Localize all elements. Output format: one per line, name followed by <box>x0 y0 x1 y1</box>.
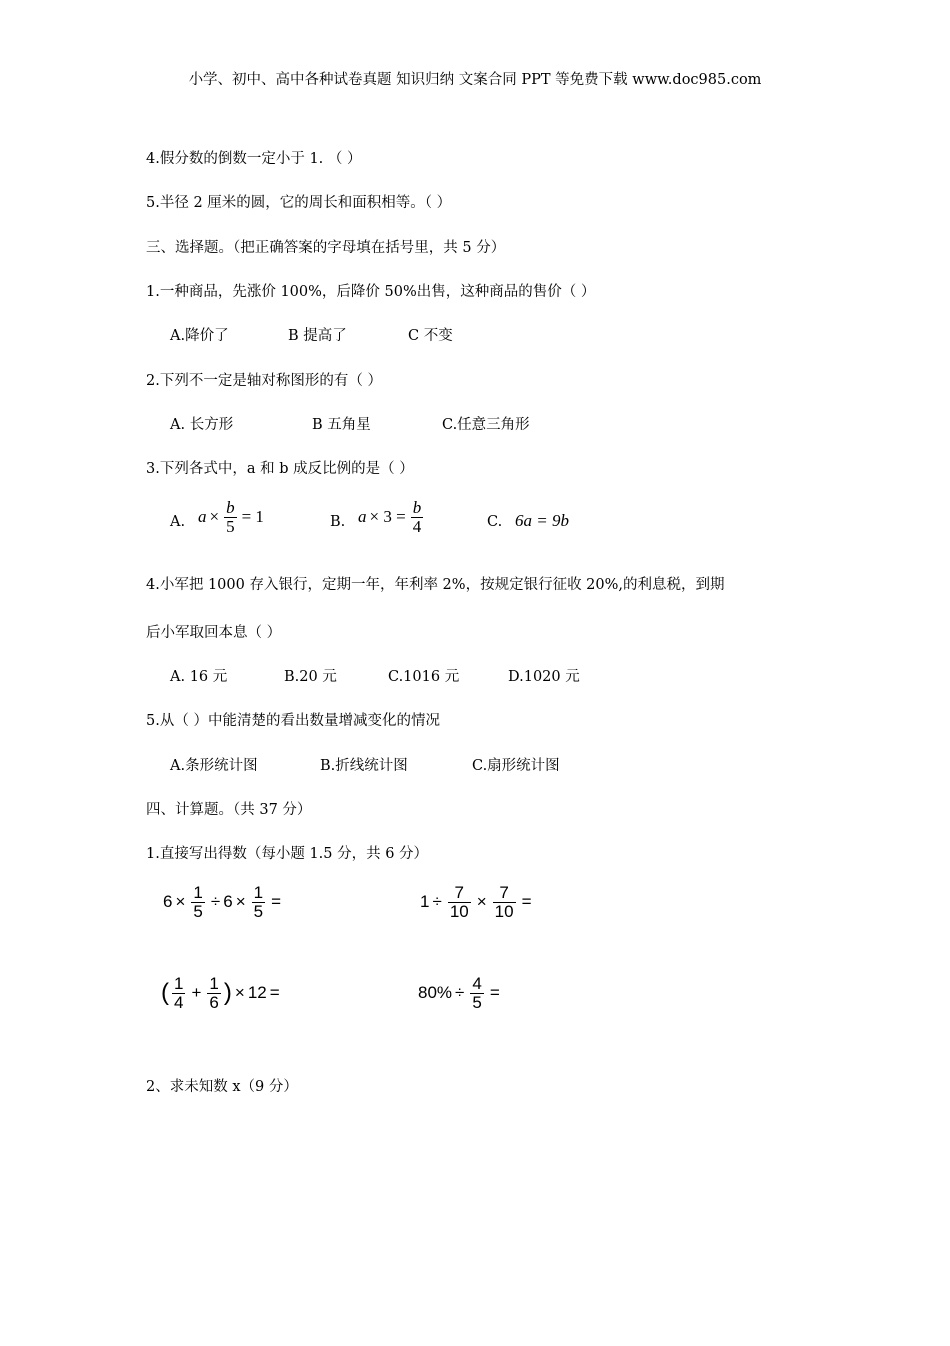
e2-op2: × <box>476 892 487 912</box>
e3-equals: = <box>269 983 280 1003</box>
page-header: 小学、初中、高中各种试卷真题 知识归纳 文案合同 PPT 等免费下载 www.doc985.com <box>188 72 762 88</box>
expr-a-var: a <box>198 507 207 527</box>
choice-q2: 2.下列不一定是轴对称图形的有（ ） <box>146 373 382 389</box>
e1-equals: = <box>271 892 282 912</box>
expr-b-mid: × 3 = <box>369 507 406 527</box>
choice-q2-option-a: A. 长方形 <box>170 417 234 433</box>
choice-q3-expression-b <box>358 499 425 536</box>
e2-f2-denominator: 10 <box>494 901 514 921</box>
section-4-title: 四、计算题。（共 37 分） <box>146 802 312 818</box>
e4-denominator: 5 <box>472 992 482 1012</box>
choice-q2-option-c: C.任意三角形 <box>442 417 530 433</box>
e3-fraction-2 <box>207 975 220 1012</box>
e2-f1-denominator: 10 <box>449 901 469 921</box>
calc-expression-1 <box>163 884 284 921</box>
e1-f2-numerator: 1 <box>253 883 264 902</box>
choice-q4-option-c: C.1016 元 <box>388 669 460 685</box>
e1-fraction-1 <box>191 884 204 921</box>
choice-q5-option-a: A.条形统计图 <box>170 758 258 774</box>
e2-f2-numerator: 7 <box>499 883 509 902</box>
e3-f2-denominator: 6 <box>209 992 219 1012</box>
e3-f1-denominator: 4 <box>174 992 184 1012</box>
section-4-sub-2: 2、求未知数 x（9 分） <box>146 1079 298 1095</box>
choice-q1: 1.一种商品，先涨价 100%，后降价 50%出售，这种商品的售价（ ） <box>146 284 596 300</box>
e1-f1-numerator: 1 <box>193 883 203 902</box>
choice-q3-label-c: C. <box>487 514 503 530</box>
choice-q4-option-d: D.1020 元 <box>508 669 580 685</box>
e1-f2-denominator: 5 <box>253 901 264 921</box>
e3-fraction-1 <box>172 975 185 1012</box>
judge-q5: 5.半径 2 厘米的圆，它的周长和面积相等。（ ） <box>146 195 452 211</box>
choice-q4-line-2: 后小军取回本息（ ） <box>146 625 282 641</box>
choice-q3-expression-c: 6a = 9b <box>515 511 569 530</box>
e2-fraction-2 <box>493 884 516 921</box>
e2-f1-numerator: 7 <box>454 883 464 902</box>
e2-op1: ÷ <box>432 892 442 912</box>
e1-fraction-2 <box>252 884 265 921</box>
e4-a: 80% <box>418 983 453 1003</box>
e2-a: 1 <box>420 892 430 912</box>
calc-expression-3 <box>161 975 283 1012</box>
expr-b-lhs: a <box>358 507 367 527</box>
section-3-title: 三、选择题。（把正确答案的字母填在括号里，共 5 分） <box>146 240 506 256</box>
choice-q5-option-c: C.扇形统计图 <box>472 758 560 774</box>
choice-q3-label-b: B. <box>330 514 346 530</box>
e4-numerator: 4 <box>472 974 482 993</box>
e1-a: 6 <box>163 892 173 912</box>
choice-q3-label-a: A. <box>170 514 186 530</box>
e3-right-paren: ) <box>223 979 232 1007</box>
expr-a-numerator: b <box>226 498 235 517</box>
e3-op1: + <box>191 983 202 1003</box>
e2-equals: = <box>521 892 532 912</box>
expr-b-denominator: 4 <box>412 516 422 536</box>
e1-f1-denominator: 5 <box>193 901 203 921</box>
e3-b: 12 <box>247 983 267 1003</box>
e2-fraction-1 <box>448 884 471 921</box>
e1-op1: × <box>175 892 186 912</box>
e4-equals: = <box>489 983 500 1003</box>
expr-b-fraction <box>411 499 424 536</box>
choice-q5-option-b: B.折线统计图 <box>320 758 408 774</box>
choice-q1-option-b: B 提高了 <box>288 328 347 344</box>
choice-q4-option-b: B.20 元 <box>284 669 337 685</box>
choice-q3: 3.下列各式中，a 和 b 成反比例的是（ ） <box>146 461 414 477</box>
choice-q1-option-c: C 不变 <box>408 328 453 344</box>
e1-op2: ÷ <box>210 892 221 912</box>
expr-b-numerator: b <box>412 498 422 517</box>
e3-f1-numerator: 1 <box>174 974 184 993</box>
section-4-sub-1: 1.直接写出得数（每小题 1.5 分，共 6 分） <box>146 846 429 862</box>
calc-expression-4 <box>418 975 503 1012</box>
e3-op2: × <box>234 983 245 1003</box>
expr-a-denominator: 5 <box>226 516 235 536</box>
e4-fraction <box>470 975 483 1012</box>
e3-left-paren: ( <box>161 979 169 1007</box>
e4-op1: ÷ <box>455 983 465 1003</box>
choice-q5: 5.从（ ）中能清楚的看出数量增减变化的情况 <box>146 713 440 729</box>
expr-a-fraction <box>224 499 237 536</box>
calc-expression-2 <box>420 884 535 921</box>
e1-op3: × <box>235 892 246 912</box>
choice-q4-line-1: 4.小军把 1000 存入银行，定期一年，年利率 2%，按规定银行征收 20%,的利息税，到期 <box>146 577 725 593</box>
choice-q3-expression-a <box>198 499 267 536</box>
judge-q4: 4.假分数的倒数一定小于 1. （ ） <box>146 151 362 167</box>
expr-a-rhs: = 1 <box>241 507 264 527</box>
e1-b: 6 <box>223 892 233 912</box>
e3-f2-numerator: 1 <box>209 974 219 993</box>
expr-a-times: × <box>209 507 220 527</box>
choice-q1-option-a: A.降价了 <box>170 328 229 344</box>
choice-q2-option-b: B 五角星 <box>312 417 371 433</box>
choice-q4-option-a: A. 16 元 <box>170 669 228 685</box>
